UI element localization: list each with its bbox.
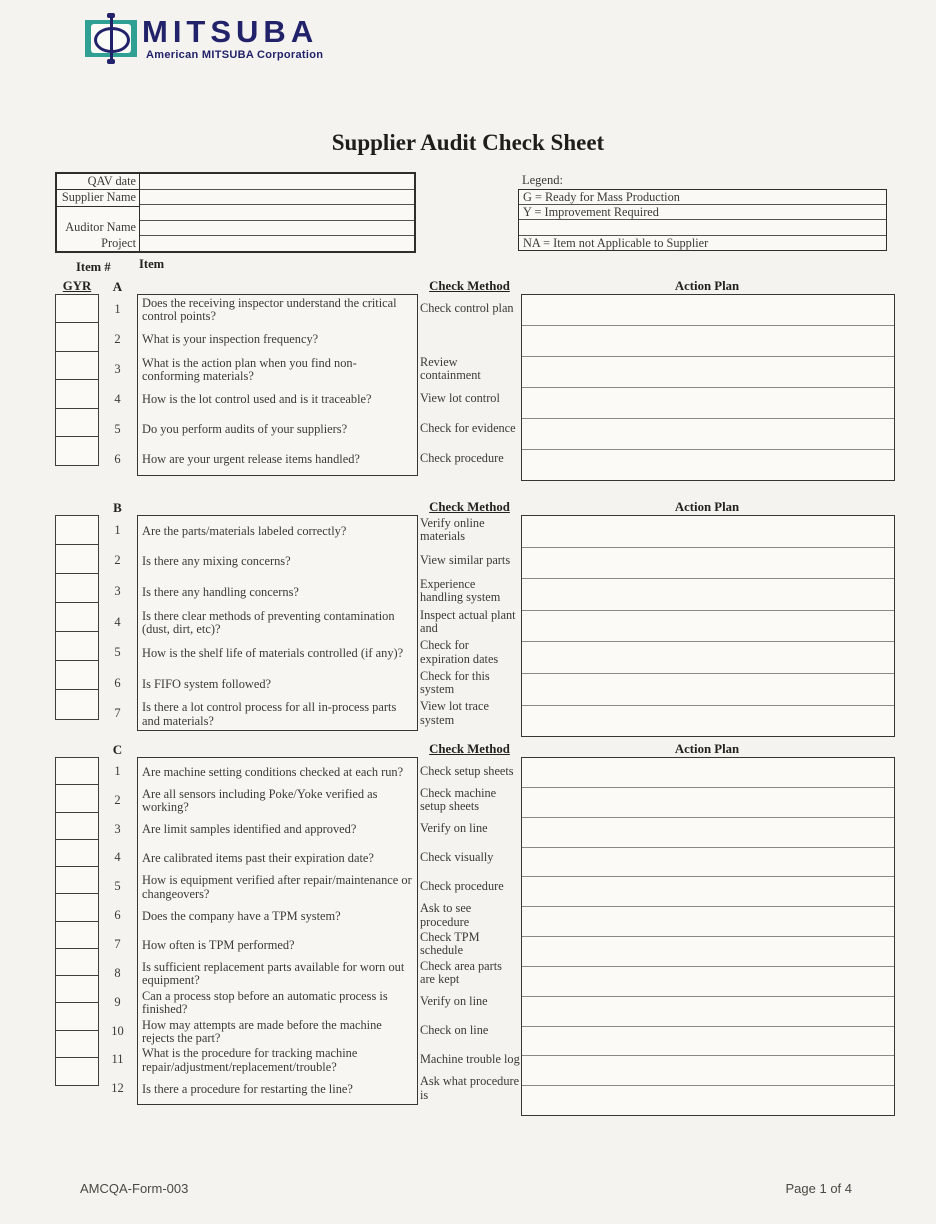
gyr-rating-box[interactable] [55,408,99,438]
gyr-rating-box[interactable] [55,544,99,575]
qav-date-field[interactable] [140,174,414,190]
action-plan-cell[interactable] [522,876,894,906]
gyr-rating-box[interactable] [55,1030,99,1059]
item-question: Can a process stop before an automatic process is finished? [142,988,388,1017]
item-number: 4 [114,850,121,865]
item-number: 6 [114,675,121,690]
brand-subtitle: American MITSUBA Corporation [146,49,324,61]
page-title: Supplier Audit Check Sheet [331,130,605,155]
check-method-text: Review containment [420,354,481,382]
item-number: 12 [111,1081,124,1096]
check-method-header: Check Method [429,742,510,756]
action-plan-cell[interactable] [522,610,894,642]
item-question: Is there a lot control process for all in-process parts and materials? [142,700,397,728]
legend-entry-na: NA = Item not Applicable to Supplier [523,235,709,250]
check-method-header: Check Method [429,279,510,293]
legend-entry-blank [519,220,886,235]
mitsuba-logo-icon [85,20,137,57]
logo-top-dot [107,13,115,18]
info-extra-field[interactable] [140,205,414,221]
action-plan-cell[interactable] [522,325,894,356]
info-label-auditor-name: Auditor Name [65,220,136,235]
item-question: Does the receiving inspector understand the critical control points? [142,295,397,323]
item-question: Is there a procedure for restarting the line? [142,1081,353,1096]
check-method-text: Verify on line [420,994,488,1009]
info-label-qav-date: QAV date [57,174,139,190]
gyr-rating-box[interactable] [55,515,99,546]
item-question: What is the procedure for tracking machine repair/adjustment/replacement/trouble? [142,1046,358,1074]
action-plan-cell[interactable] [522,847,894,877]
action-plan-cell[interactable] [522,966,894,996]
legend-entry-yellow: Y = Improvement Required [519,205,886,220]
item-header: Item [139,257,165,271]
gyr-rating-box[interactable] [55,839,99,868]
action-plan-cell[interactable] [522,418,894,449]
action-plan-header: Action Plan [674,500,740,514]
logo-vertical-line [110,15,113,62]
action-plan-cell[interactable] [522,356,894,387]
action-plan-cell[interactable] [522,1055,894,1085]
item-question: Do you perform audits of your suppliers? [142,422,348,437]
item-number: 6 [114,451,121,466]
item-number: 7 [114,706,121,721]
gyr-rating-box[interactable] [55,1002,99,1031]
check-method-header: Check Method [429,500,510,514]
check-method-text: Check setup sheets [420,763,514,778]
item-number: 1 [114,763,121,778]
check-method-text: Check area parts are kept [420,958,502,987]
check-method-text: Check control plan [420,301,514,316]
supplier-name-field[interactable] [140,190,414,206]
item-question: What is the action plan when you find non-conforming materials? [142,355,357,383]
check-method-text: Check for evidence [420,421,516,436]
action-plan-cell[interactable] [522,641,894,673]
check-method-text: Check for this system [420,668,490,697]
check-method-text: Experience handling system [420,576,501,605]
check-method-text: Check visually [420,850,494,865]
gyr-column [55,515,99,720]
item-number: 4 [114,614,121,629]
item-question: Are all sensors including Poke/Yoke verified as working? [142,786,378,815]
item-question: Is FIFO system followed? [142,676,272,691]
legend-table [518,189,887,251]
gyr-rating-box[interactable] [55,921,99,950]
action-plan-cell[interactable] [522,936,894,966]
gyr-rating-box[interactable] [55,1057,99,1086]
check-method-text: Check TPM schedule [420,929,480,958]
gyr-rating-box[interactable] [55,294,99,324]
gyr-rating-box[interactable] [55,602,99,633]
item-question: Is there any handling concerns? [142,584,299,599]
item-number-column [98,294,137,474]
item-number: 1 [114,522,121,537]
item-number-header: Item # [76,260,111,274]
gyr-rating-box[interactable] [55,322,99,352]
item-number: 3 [114,821,121,836]
check-method-column [420,515,520,729]
item-questions-box [137,515,418,731]
item-number: 5 [114,645,121,660]
action-plan-cell[interactable] [522,705,894,737]
action-plan-cell[interactable] [522,516,894,547]
check-method-text: Check for expiration dates [420,638,499,666]
item-question: How often is TPM performed? [142,937,295,952]
action-plan-table [521,294,895,481]
item-number-column [98,757,137,1103]
item-question: Is there clear methods of preventing contamination (dust, dirt, etc)? [142,608,395,637]
legend-label: Legend: [522,173,563,187]
action-plan-header: Action Plan [674,742,740,756]
item-number-column [98,515,137,729]
action-plan-cell[interactable] [522,547,894,579]
item-number: 2 [114,792,121,807]
check-method-text: Check procedure [420,879,504,894]
action-plan-cell[interactable] [522,758,894,787]
action-plan-cell[interactable] [522,996,894,1026]
item-number: 3 [114,361,121,376]
action-plan-cell[interactable] [522,295,894,325]
action-plan-table [521,515,895,737]
item-question: Are the parts/materials labeled correctly? [142,523,347,538]
action-plan-cell[interactable] [522,1026,894,1056]
check-method-column [420,757,520,1103]
item-questions-box [137,294,418,476]
action-plan-header: Action Plan [674,279,740,293]
item-number: 2 [114,553,121,568]
gyr-header: GYR [62,279,92,293]
item-question: Are calibrated items past their expiration date? [142,851,374,866]
logo-bottom-dot [107,59,115,64]
gyr-rating-box[interactable] [55,812,99,841]
item-number: 7 [114,936,121,951]
check-method-text: View similar parts [420,553,511,568]
item-number: 2 [114,331,121,346]
audit-info-table [55,172,416,253]
item-question: Is sufficient replacement parts available for worn out equipment? [142,959,405,988]
gyr-column [55,757,99,1086]
check-method-text [420,324,520,354]
item-number: 11 [111,1052,124,1067]
check-method-text: Verify on line [420,821,488,836]
gyr-rating-box[interactable] [55,975,99,1004]
check-method-text: Machine trouble log [420,1052,520,1067]
gyr-rating-box[interactable] [55,379,99,409]
gyr-rating-box[interactable] [55,631,99,662]
item-question: Are limit samples identified and approved? [142,822,357,837]
info-label-column [57,174,139,251]
item-question: How is equipment verified after repair/maintenance or changeovers? [142,873,412,901]
check-method-text: View lot control [420,391,500,406]
auditor-name-field[interactable] [140,221,414,237]
check-method-column [420,294,520,474]
brand-name: MITSUBA [142,14,319,49]
item-number: 8 [114,965,121,980]
section-letter: C [112,742,123,757]
check-method-text: Check procedure [420,451,504,466]
item-questions-box [137,757,418,1105]
item-question: What is your inspection frequency? [142,332,319,347]
gyr-rating-box[interactable] [55,689,99,720]
item-number: 4 [114,391,121,406]
gyr-rating-box[interactable] [55,784,99,813]
item-number: 1 [114,301,121,316]
legend-entry-green: G = Ready for Mass Production [519,190,886,205]
action-plan-cell[interactable] [522,787,894,817]
check-method-text: View lot trace system [420,699,489,727]
item-number: 5 [114,879,121,894]
check-method-text: Verify online materials [420,515,485,544]
item-number: 6 [114,908,121,923]
item-question: How is the shelf life of materials controlled (if any)? [142,645,404,660]
gyr-rating-box[interactable] [55,893,99,922]
item-number: 3 [114,583,121,598]
gyr-rating-box[interactable] [55,436,99,466]
project-field[interactable] [140,236,414,251]
section-letter: A [112,279,123,294]
item-question: How is the lot control used and is it traceable? [142,392,372,407]
info-label-supplier-name: Supplier Name [57,190,139,206]
gyr-rating-box[interactable] [55,573,99,604]
action-plan-cell[interactable] [522,1085,894,1115]
item-question: How are your urgent release items handled? [142,452,360,467]
section-letter: B [113,500,122,515]
item-question: Are machine setting conditions checked at each run? [142,764,404,779]
check-method-text: Check on line [420,1023,489,1038]
info-label-blank [57,207,139,220]
gyr-rating-box[interactable] [55,757,99,786]
item-number: 9 [114,994,121,1009]
page-indicator: Page 1 of 4 [785,1181,852,1196]
gyr-rating-box[interactable] [55,948,99,977]
gyr-rating-box[interactable] [55,660,99,691]
action-plan-cell[interactable] [522,449,894,480]
gyr-rating-box[interactable] [55,866,99,895]
item-question: How may attempts are made before the machine rejects the part? [142,1017,382,1046]
action-plan-cell[interactable] [522,673,894,705]
action-plan-cell[interactable] [522,906,894,936]
action-plan-cell[interactable] [522,578,894,610]
item-number: 5 [114,421,121,436]
info-label-project: Project [101,235,136,250]
check-method-text: Ask what procedure is [420,1074,520,1102]
form-number: AMCQA-Form-003 [80,1181,189,1196]
item-number: 10 [111,1023,124,1038]
info-value-column [139,174,414,251]
item-question: Does the company have a TPM system? [142,908,341,923]
gyr-rating-box[interactable] [55,351,99,381]
gyr-column [55,294,99,466]
action-plan-cell[interactable] [522,817,894,847]
check-method-text: Check machine setup sheets [420,785,497,814]
action-plan-table [521,757,895,1116]
action-plan-cell[interactable] [522,387,894,418]
check-method-text: Ask to see procedure [420,901,472,929]
item-question: Is there any mixing concerns? [142,554,291,569]
check-method-text: Inspect actual plant and [420,607,516,636]
